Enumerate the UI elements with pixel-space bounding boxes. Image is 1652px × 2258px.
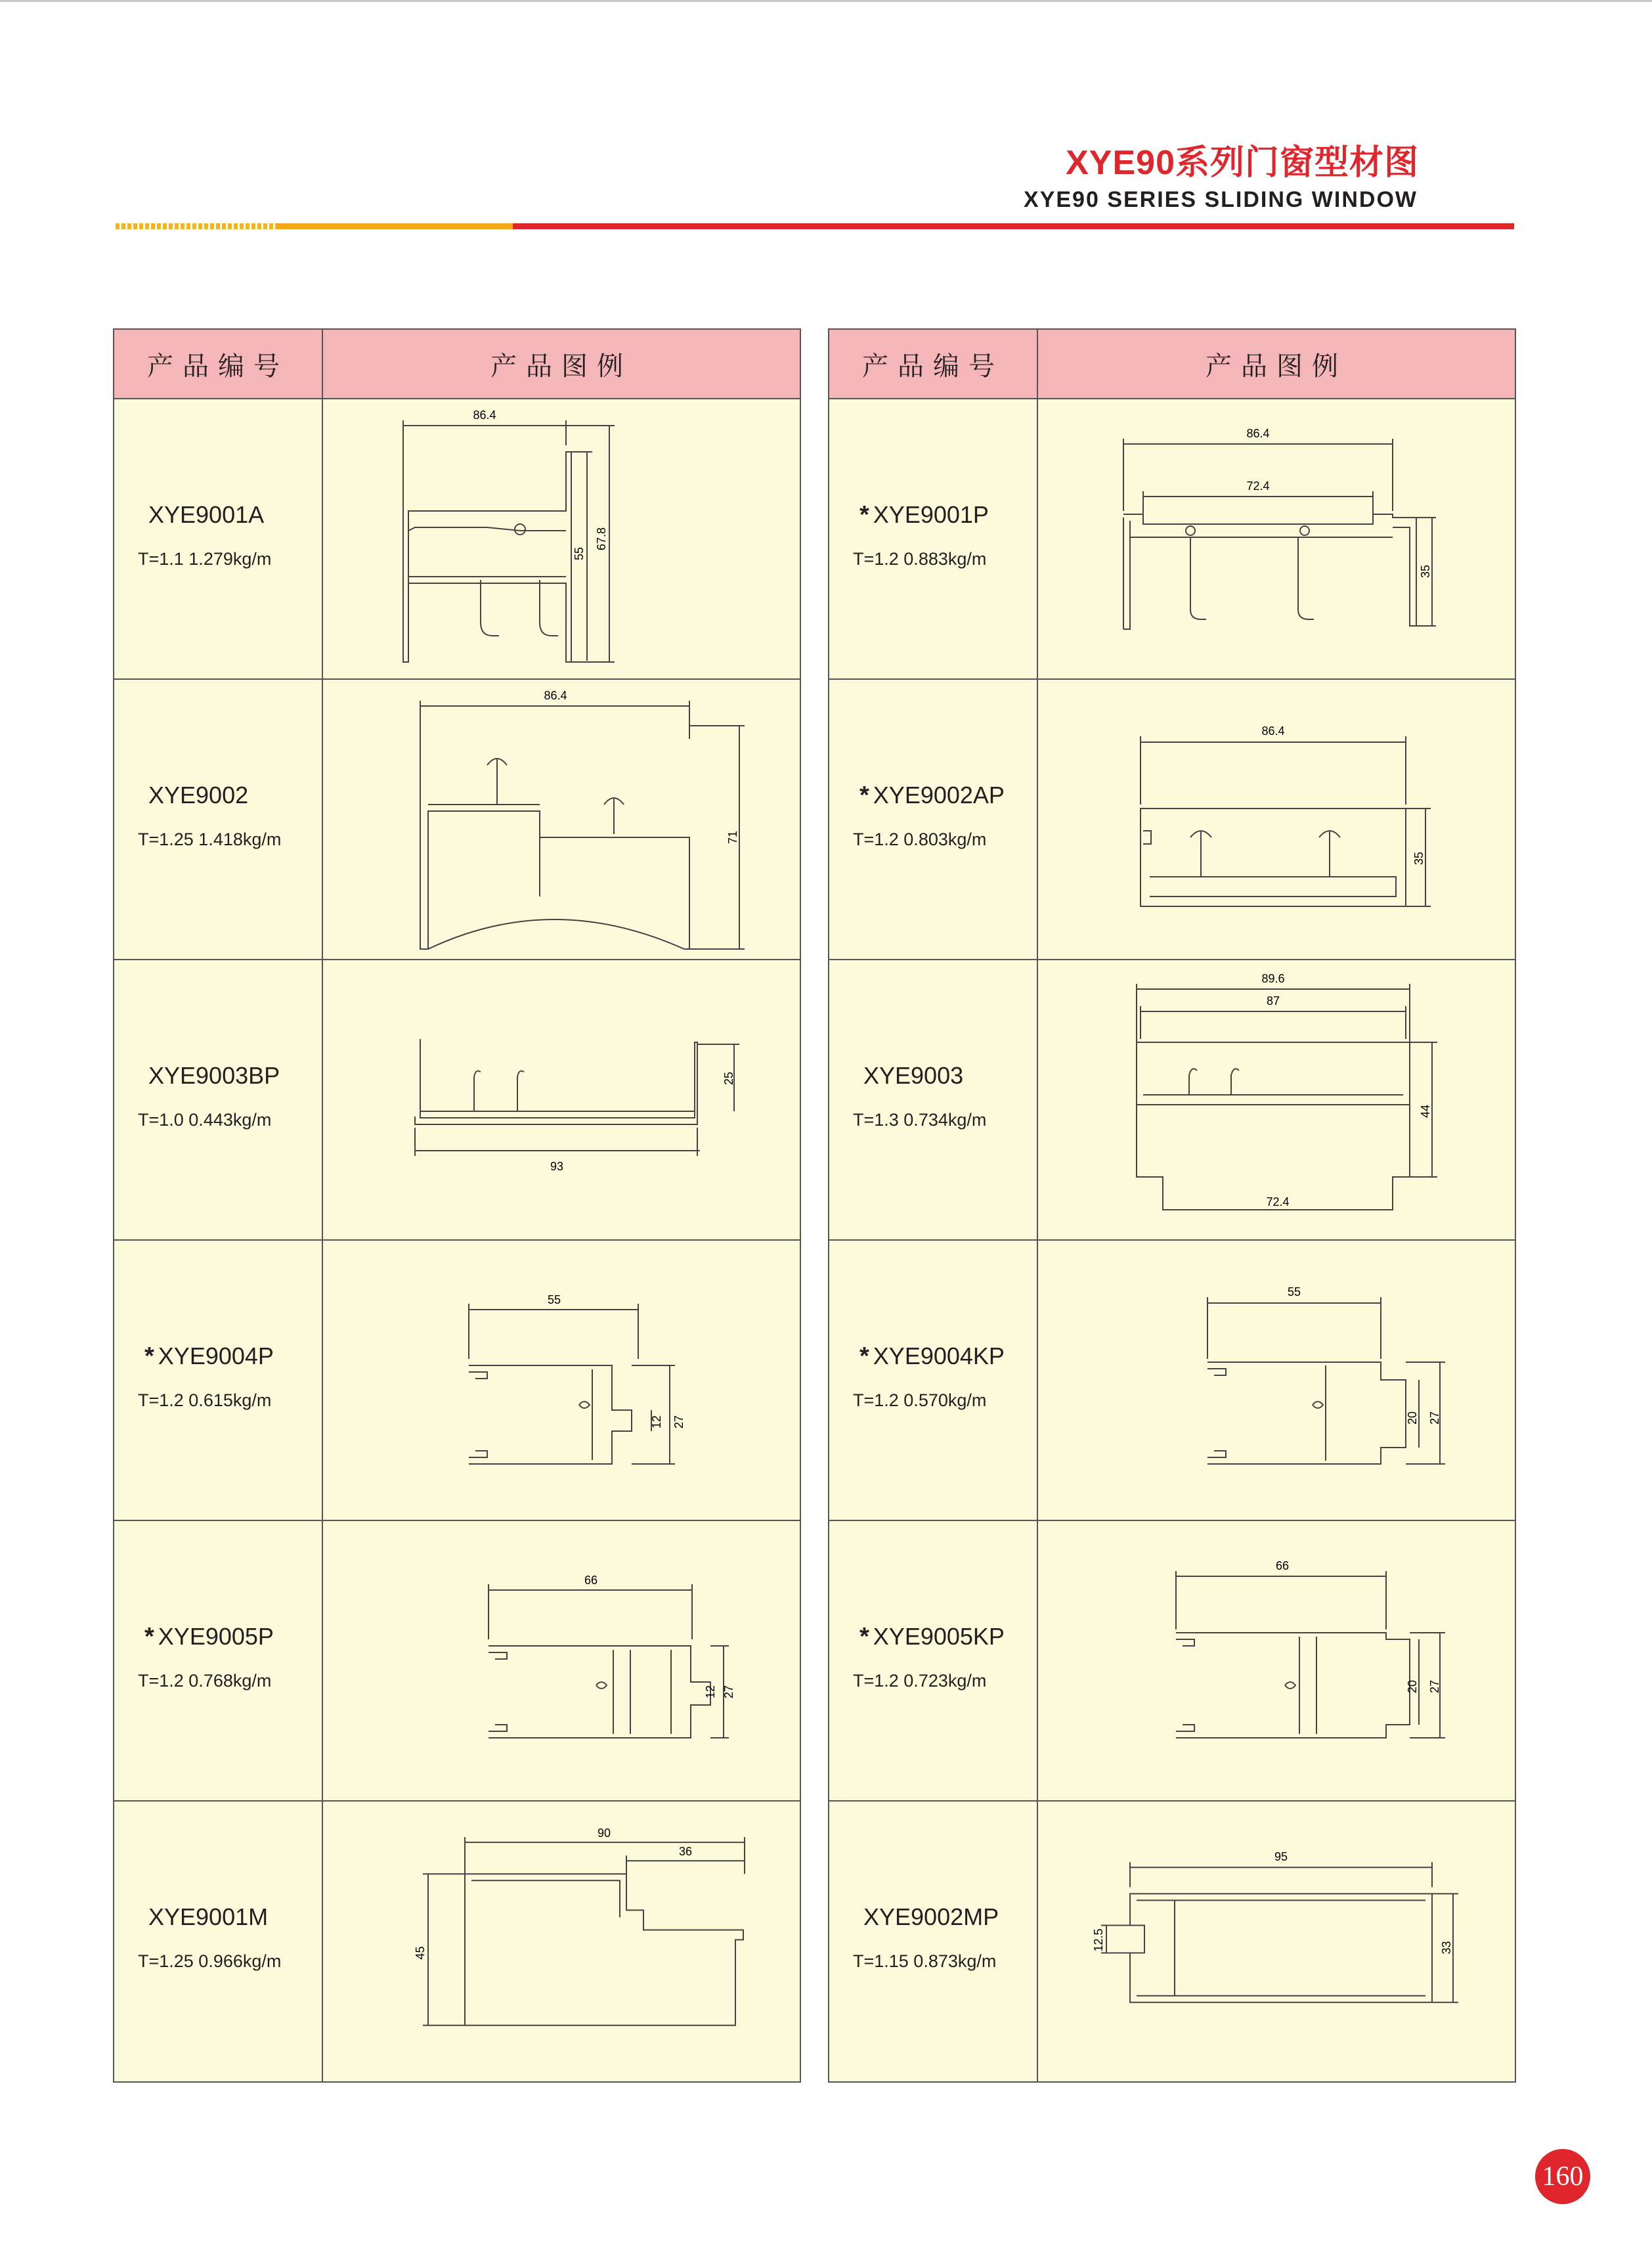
dim-label: 20 [1406, 1411, 1419, 1425]
dim-label: 35 [1419, 564, 1432, 578]
dim-label: 72.4 [1246, 479, 1270, 493]
dim-label: 35 [1412, 851, 1425, 865]
dim-label: 95 [1274, 1850, 1288, 1864]
product-spec: T=1.25 0.966kg/m [138, 1951, 282, 1971]
dim-label: 27 [722, 1685, 735, 1698]
dim-label: 44 [1419, 1104, 1432, 1118]
table-row [829, 680, 1515, 960]
table-row [114, 1802, 800, 2081]
product-spec: T=1.0 0.443kg/m [138, 1110, 272, 1130]
profile-drawing [1038, 1241, 1515, 1520]
dim-label: 66 [1275, 1559, 1290, 1572]
table-row [114, 960, 800, 1241]
product-spec: T=1.2 0.570kg/m [853, 1390, 987, 1410]
product-spec: T=1.3 0.734kg/m [853, 1110, 987, 1130]
product-code: * XYE9002AP [859, 782, 1005, 809]
header-code: 产品编号 [114, 330, 323, 398]
table-row [829, 1241, 1515, 1521]
dim-label: 12 [704, 1685, 717, 1698]
page-number: 160 [1535, 2149, 1590, 2204]
product-code: XYE9002 [148, 782, 249, 808]
profile-drawing [1038, 1802, 1515, 2081]
product-spec: T=1.2 0.723kg/m [853, 1671, 987, 1691]
dim-label: 12 [650, 1415, 663, 1428]
table-header [114, 330, 800, 399]
profile-drawing [1038, 960, 1515, 1239]
product-code: XYE9001M [148, 1903, 269, 1930]
profile-drawing [323, 399, 800, 678]
product-spec: T=1.2 0.803kg/m [853, 830, 987, 849]
dim-label: 86.4 [544, 689, 567, 702]
product-code: XYE9003 [863, 1062, 964, 1089]
dim-label: 27 [1428, 1411, 1441, 1425]
dim-label: 36 [678, 1845, 693, 1859]
table-row [114, 399, 800, 680]
profile-drawing [1038, 399, 1515, 678]
dim-label: 66 [584, 1574, 598, 1587]
dim-label: 27 [672, 1415, 685, 1428]
dim-label: 55 [547, 1293, 561, 1306]
page-title-cn: XYE90系列门窗型材图 [1066, 144, 1419, 182]
dim-label: 25 [722, 1071, 735, 1085]
dim-label: 86.4 [1261, 724, 1285, 738]
profile-table-right [828, 328, 1516, 2083]
top-rule [0, 0, 1652, 2]
dim-label: 12.5 [1092, 1928, 1105, 1952]
header-accent-bar [116, 223, 1514, 229]
dim-label: 87 [1266, 994, 1280, 1007]
product-spec: T=1.2 0.615kg/m [138, 1390, 272, 1410]
product-code: XYE9003BP [148, 1062, 280, 1089]
profile-drawing [323, 1241, 800, 1520]
dim-label: 72.4 [1266, 1195, 1290, 1208]
product-code: * XYE9004P [144, 1342, 274, 1370]
dim-label: 55 [1287, 1285, 1301, 1298]
dim-label: 86.4 [473, 409, 496, 422]
dim-label: 45 [414, 1946, 427, 1960]
product-code: XYE9001A [148, 501, 265, 528]
table-row [829, 960, 1515, 1241]
dim-label: 90 [597, 1826, 611, 1840]
table-header [829, 330, 1515, 399]
header-figure: 产品图例 [490, 351, 632, 382]
product-code: * XYE9001P [859, 501, 989, 529]
header-figure: 产品图例 [1206, 351, 1347, 382]
product-spec: T=1.25 1.418kg/m [138, 830, 282, 849]
table-row [829, 1802, 1515, 2081]
dim-label: 89.6 [1261, 972, 1285, 985]
table-row [114, 1241, 800, 1521]
product-code: * XYE9005P [144, 1623, 274, 1650]
table-row [829, 399, 1515, 680]
dim-label: 86.4 [1246, 427, 1270, 440]
profile-table-left [113, 328, 801, 2083]
profile-drawing [323, 680, 800, 959]
product-code: * XYE9005KP [859, 1623, 1005, 1650]
product-spec: T=1.2 0.768kg/m [138, 1671, 272, 1691]
dim-label: 20 [1406, 1679, 1419, 1693]
product-spec: T=1.15 0.873kg/m [853, 1951, 997, 1971]
product-spec: T=1.2 0.883kg/m [853, 549, 987, 569]
dim-label: 93 [550, 1160, 564, 1173]
profile-drawing [1038, 1521, 1515, 1800]
product-code: XYE9002MP [863, 1903, 999, 1930]
table-row [114, 680, 800, 960]
dim-label: 33 [1440, 1941, 1453, 1955]
table-row [114, 1521, 800, 1802]
table-row [829, 1521, 1515, 1802]
page-title-en: XYE90 SERIES SLIDING WINDOW [1024, 187, 1418, 212]
header-code: 产品编号 [829, 330, 1038, 398]
profile-drawing [323, 1802, 800, 2081]
product-code: * XYE9004KP [859, 1342, 1005, 1370]
profile-drawing [323, 1521, 800, 1800]
profile-drawing [1038, 680, 1515, 959]
profile-drawing [323, 960, 800, 1239]
dim-label: 71 [726, 830, 739, 844]
product-spec: T=1.1 1.279kg/m [138, 549, 272, 569]
dim-label: 27 [1428, 1679, 1441, 1693]
dim-label: 55 [573, 546, 586, 560]
dim-label: 67.8 [595, 527, 608, 550]
